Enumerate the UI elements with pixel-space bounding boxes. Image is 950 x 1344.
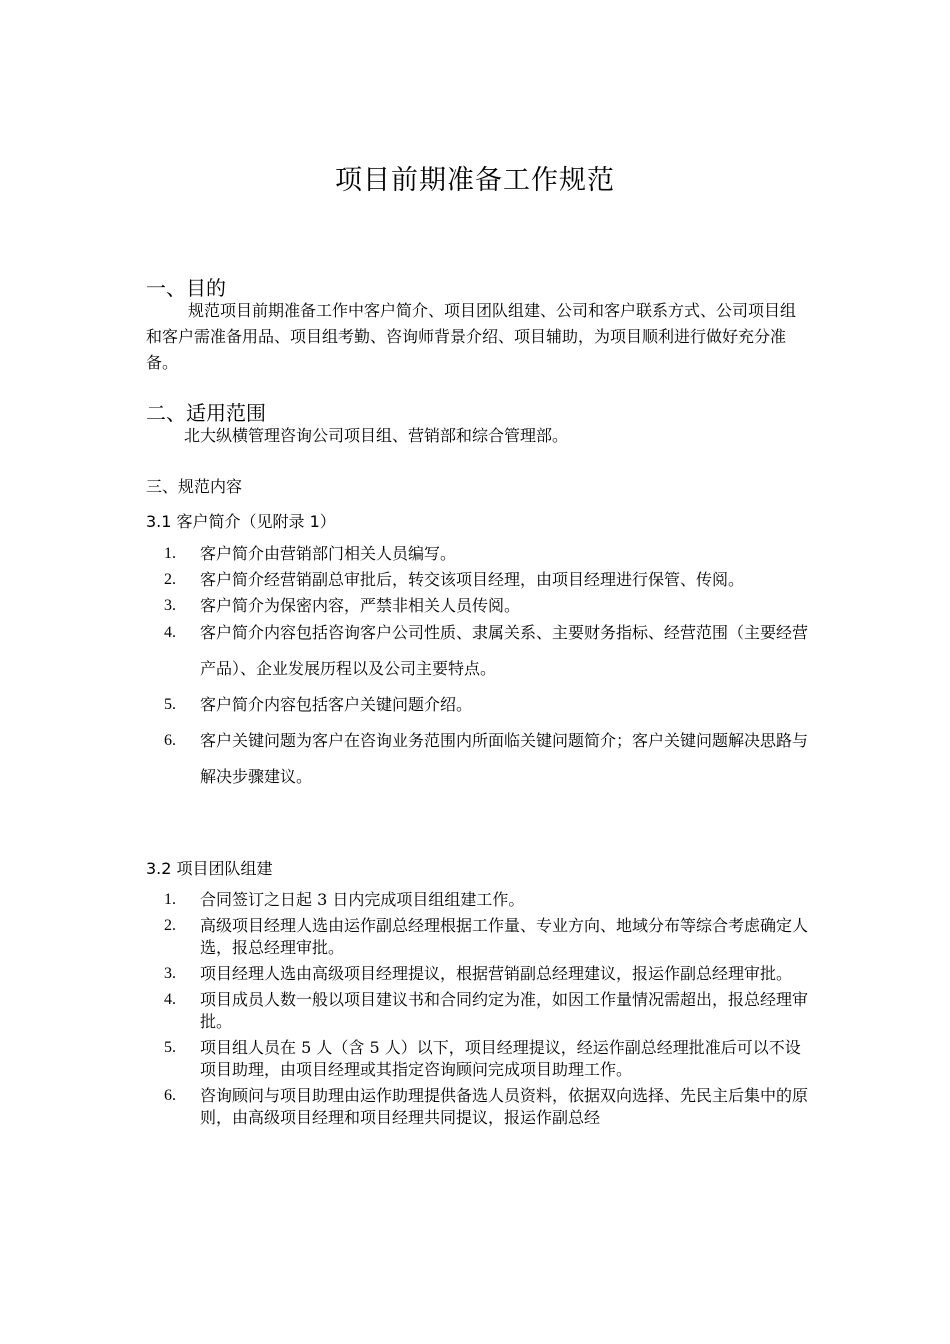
list-item-number: 3. bbox=[164, 597, 176, 614]
subsection-client-intro-heading: 3.1 客户简介（见附录 1） bbox=[146, 512, 336, 531]
list-item-text: 合同签订之日起 3 日内完成项目组组建工作。 bbox=[200, 890, 525, 909]
document-title: 项目前期准备工作规范 bbox=[335, 165, 615, 196]
list-item bbox=[146, 615, 808, 687]
list-item-number: 5. bbox=[164, 696, 176, 713]
team-building-list bbox=[146, 889, 808, 1129]
list-item-number: 3. bbox=[164, 965, 176, 982]
list-item-text: 客户简介由营销部门相关人员编写。 bbox=[200, 544, 457, 563]
list-item-text: 项目经理人选由高级项目经理提议，根据营销副总经理建议，报运作副总经理审批。 bbox=[200, 964, 793, 983]
list-item bbox=[146, 687, 808, 723]
list-item bbox=[146, 595, 808, 617]
list-item-number: 2. bbox=[164, 571, 176, 588]
list-item bbox=[146, 543, 808, 565]
list-item bbox=[146, 723, 808, 795]
list-item-text: 项目成员人数一般以项目建议书和合同约定为准，如因工作量情况需超出，报总经理审批。 bbox=[200, 990, 809, 1031]
list-item bbox=[146, 963, 808, 985]
list-item-text: 项目组人员在 5 人（含 5 人）以下，项目经理提议，经运作副总经理批准后可以不设项目助理，由项目经理或其指定咨询顾问完成项目助理工作。 bbox=[200, 1038, 801, 1079]
list-item-number: 1. bbox=[164, 891, 176, 908]
client-intro-list bbox=[146, 543, 808, 795]
section-scope-heading: 二、适用范围 bbox=[146, 401, 266, 425]
subsection-team-building-heading: 3.2 项目团队组建 bbox=[146, 859, 273, 878]
list-item bbox=[146, 569, 808, 591]
list-item-text: 客户关键问题为客户在咨询业务范围内所面临关键问题简介；客户关键问题解决思路与解决步骤建议。 bbox=[200, 731, 809, 786]
section-scope-body: 北大纵横管理咨询公司项目组、营销部和综合管理部。 bbox=[184, 426, 569, 445]
list-item bbox=[146, 1037, 808, 1081]
list-item bbox=[146, 1085, 808, 1129]
list-item bbox=[146, 989, 808, 1033]
list-item-number: 2. bbox=[164, 917, 176, 934]
list-item-number: 4. bbox=[164, 624, 176, 641]
list-item-number: 5. bbox=[164, 1039, 176, 1056]
section-purpose-body: 规范项目前期准备工作中客户简介、项目团队组建、公司和客户联系方式、公司项目组和客户需准备用品、项目组考勤、咨询师背景介绍、项目辅助，为项目顺利进行做好充分准备。 bbox=[146, 301, 797, 372]
section-content-heading: 三、规范内容 bbox=[146, 477, 243, 496]
section-purpose-heading: 一、目的 bbox=[146, 276, 226, 300]
list-item-number: 6. bbox=[164, 732, 176, 749]
list-item-text: 高级项目经理人选由运作副总经理根据工作量、专业方向、地域分布等综合考虑确定人选，报总经理审批。 bbox=[200, 916, 809, 957]
list-item-number: 6. bbox=[164, 1087, 176, 1104]
list-item-number: 4. bbox=[164, 991, 176, 1008]
list-item-text: 客户简介内容包括客户关键问题介绍。 bbox=[200, 695, 473, 714]
list-item-text: 客户简介为保密内容，严禁非相关人员传阅。 bbox=[200, 596, 521, 615]
list-item bbox=[146, 915, 808, 959]
list-item-text: 客户简介经营销副总审批后，转交该项目经理，由项目经理进行保管、传阅。 bbox=[200, 570, 745, 589]
list-item-text: 咨询顾问与项目助理由运作助理提供备选人员资料，依据双向选择、先民主后集中的原则，由高级项目经理和项目经理共同提议，报运作副总经 bbox=[200, 1086, 809, 1127]
list-item bbox=[146, 889, 808, 911]
list-item-number: 1. bbox=[164, 545, 176, 562]
list-item-text: 客户简介内容包括咨询客户公司性质、隶属关系、主要财务指标、经营范围（主要经营产品）、企业发展历程以及公司主要特点。 bbox=[200, 623, 809, 678]
